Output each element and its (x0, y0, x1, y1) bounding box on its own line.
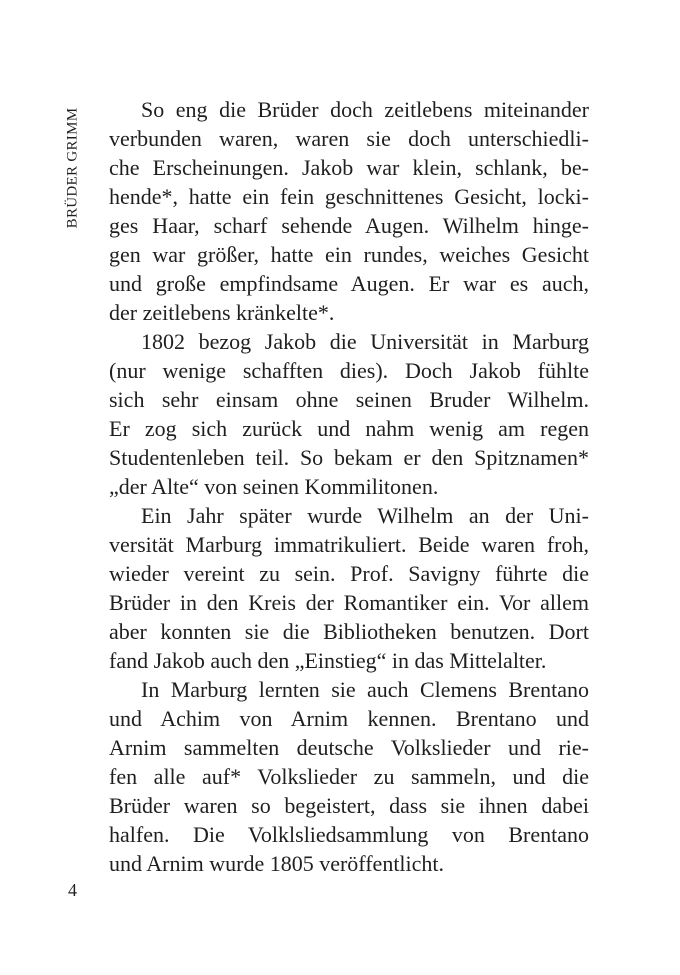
text-line: versität Marburg immatrikuliert. Beide waren froh, (109, 532, 589, 557)
text-line: fand Jakob auch den „Einstieg“ in das Mittelalter. (109, 648, 547, 673)
text-line: sich sehr einsam ohne seinen Bruder Wilhelm. (109, 387, 589, 412)
text-line: der zeitlebens kränkelte*. (109, 300, 335, 325)
running-head (62, 100, 84, 235)
paragraph-2 (109, 327, 589, 501)
text-line: und Arnim wurde 1805 veröffentlicht. (109, 851, 445, 876)
text-line: Ein Jahr später wurde Wilhelm an der Uni- (141, 503, 589, 528)
text-line: Brüder in den Kreis der Romantiker ein. Vor allem (109, 590, 589, 615)
body-text (109, 95, 589, 878)
text-line: 1802 bezog Jakob die Universität in Marburg (141, 329, 589, 354)
text-line: wieder vereint zu sein. Prof. Savigny führte die (109, 561, 589, 586)
text-line: und große empfindsame Augen. Er war es auch, (109, 271, 589, 296)
text-line: Brüder waren so begeistert, dass sie ihnen dabei (109, 793, 589, 818)
text-line: fen alle auf* Volkslieder zu sammeln, und die (109, 764, 589, 789)
text-line: verbunden waren, waren sie doch unterschiedli- (109, 126, 589, 151)
text-line: Studentenleben teil. So bekam er den Spitznamen* (109, 445, 589, 470)
page-number: 4 (68, 880, 77, 900)
text-line: „der Alte“ von seinen Kommilitonen. (109, 474, 439, 499)
text-line: In Marburg lernten sie auch Clemens Brentano (141, 677, 589, 702)
text-line: Arnim sammelten deutsche Volkslieder und rie- (109, 735, 589, 760)
running-head-text: BRÜDER GRIMM (64, 107, 81, 228)
text-line: aber konnten sie die Bibliotheken benutzen. Dort (109, 619, 589, 644)
text-line: So eng die Brüder doch zeitlebens miteinander (141, 97, 589, 122)
paragraph-3 (109, 501, 589, 675)
paragraph-4 (109, 675, 589, 878)
text-line: hende*, hatte ein fein geschnittenes Gesicht, locki- (109, 184, 589, 209)
text-line: halfen. Die Volklsliedsammlung von Brentano (109, 822, 589, 847)
text-line: che Erscheinungen. Jakob war klein, schlank, be- (109, 155, 589, 180)
paragraph-1 (109, 95, 589, 327)
text-line: ges Haar, scharf sehende Augen. Wilhelm hinge- (109, 213, 589, 238)
text-line: Er zog sich zurück und nahm wenig am regen (109, 416, 589, 441)
text-line: und Achim von Arnim kennen. Brentano und (109, 706, 589, 731)
text-line: (nur wenige schafften dies). Doch Jakob fühlte (109, 358, 589, 383)
text-line: gen war größer, hatte ein rundes, weiches Gesicht (109, 242, 589, 267)
